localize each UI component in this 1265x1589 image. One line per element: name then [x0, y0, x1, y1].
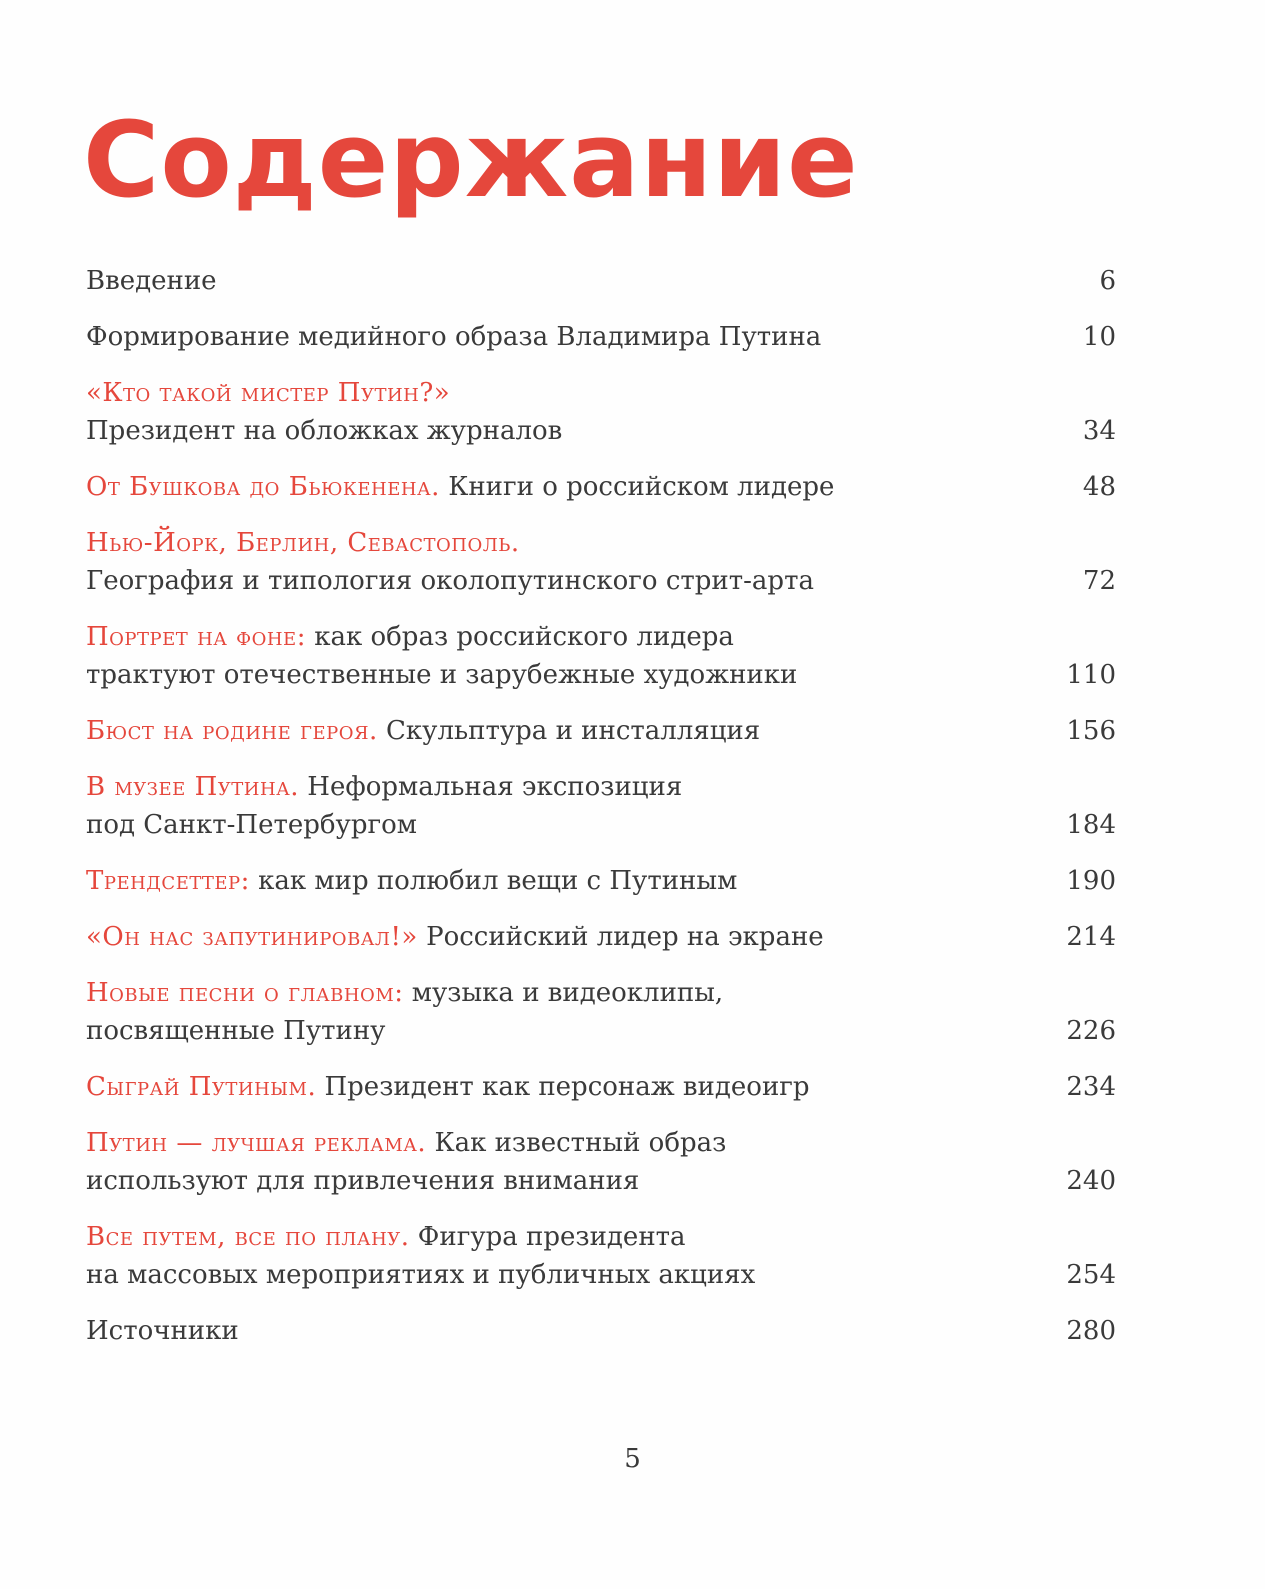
chapter-heading: Трендсеттер:	[86, 866, 250, 896]
toc-entry	[86, 1124, 1126, 1200]
chapter-subtitle: Президент на обложках журналов	[86, 416, 563, 446]
toc-entry-line	[86, 1162, 1026, 1200]
toc-page-number: 72	[1082, 566, 1116, 596]
toc-page-number: 156	[1066, 716, 1116, 746]
toc-entry-line	[86, 1312, 1026, 1350]
toc-page-number: 48	[1082, 472, 1116, 502]
toc-page-number: 254	[1066, 1260, 1116, 1290]
toc-entry	[86, 618, 1126, 694]
chapter-heading: «Он нас запутинировал!»	[86, 922, 418, 952]
chapter-subtitle: Президент как персонаж видеоигр	[316, 1072, 810, 1102]
toc-entry-line	[86, 768, 1026, 806]
chapter-subtitle: Неформальная экспозиция	[299, 772, 683, 802]
toc-entry-line	[86, 524, 1026, 562]
toc-entry	[86, 1312, 1126, 1350]
toc-entry-line	[86, 1012, 1026, 1050]
chapter-subtitle: Книги о российском лидере	[439, 472, 835, 502]
chapter-heading: Путин — лучшая реклама.	[86, 1128, 427, 1158]
toc-entry	[86, 918, 1126, 956]
toc-entry	[86, 262, 1126, 300]
toc-page-number: 240	[1066, 1166, 1116, 1196]
chapter-subtitle: посвященные Путину	[86, 1016, 386, 1046]
chapter-heading: Бюст на родине героя.	[86, 716, 378, 746]
toc-entry	[86, 768, 1126, 844]
chapter-subtitle: музыка и видеоклипы,	[403, 978, 724, 1008]
toc-entry-line	[86, 562, 1026, 600]
toc-page-number: 190	[1066, 866, 1116, 896]
toc-page-number: 226	[1066, 1016, 1116, 1046]
toc-entry	[86, 862, 1126, 900]
toc-entry	[86, 468, 1126, 506]
chapter-heading: Сыграй Путиным.	[86, 1072, 317, 1102]
page-number: 5	[624, 1444, 641, 1474]
chapter-subtitle: Как известный образ	[426, 1128, 727, 1158]
table-of-contents	[86, 262, 1126, 1368]
toc-entry	[86, 524, 1126, 600]
toc-entry-line	[86, 1068, 1026, 1106]
chapter-heading: «Кто такой мистер Путин?»	[86, 378, 451, 408]
toc-entry-line	[86, 412, 1026, 450]
toc-entry-line	[86, 712, 1026, 750]
chapter-subtitle: используют для привлечения внимания	[86, 1166, 640, 1196]
chapter-heading: Все путем, все по плану.	[86, 1222, 410, 1252]
toc-entry-line	[86, 918, 1026, 956]
chapter-subtitle: Формирование медийного образа Владимира Путина	[86, 322, 822, 352]
toc-entry-line	[86, 1218, 1026, 1256]
toc-entry-line	[86, 318, 1026, 356]
chapter-subtitle: трактуют отечественные и зарубежные художники	[86, 660, 798, 690]
toc-entry-line	[86, 1256, 1026, 1294]
toc-entry-line	[86, 618, 1026, 656]
chapter-subtitle: как мир полюбил вещи с Путиным	[249, 866, 738, 896]
chapter-subtitle: под Санкт-Петербургом	[86, 810, 417, 840]
toc-page-number: 184	[1066, 810, 1116, 840]
toc-page-number: 234	[1066, 1072, 1116, 1102]
toc-page-number: 214	[1066, 922, 1116, 952]
chapter-heading: От Бушкова до Бьюкенена.	[86, 472, 440, 502]
toc-page-number: 6	[1099, 266, 1116, 296]
toc-entry-line	[86, 974, 1026, 1012]
chapter-heading: В музее Путина.	[86, 772, 300, 802]
page-title: Содержание	[83, 99, 859, 221]
toc-entry-line	[86, 1124, 1026, 1162]
toc-entry	[86, 1068, 1126, 1106]
toc-entry	[86, 974, 1126, 1050]
chapter-heading: Нью-Йорк, Берлин, Севастополь.	[86, 528, 520, 558]
toc-entry	[86, 318, 1126, 356]
chapter-subtitle: Введение	[86, 266, 217, 296]
toc-entry	[86, 1218, 1126, 1294]
chapter-subtitle: как образ российского лидера	[305, 622, 734, 652]
toc-page-number: 280	[1066, 1316, 1116, 1346]
chapter-subtitle: Источники	[86, 1316, 239, 1346]
toc-page-number: 34	[1082, 416, 1116, 446]
toc-page-number: 10	[1082, 322, 1116, 352]
chapter-heading: Портрет на фоне:	[86, 622, 306, 652]
chapter-subtitle: Российский лидер на экране	[417, 922, 824, 952]
toc-entry	[86, 374, 1126, 450]
toc-page-number: 110	[1066, 660, 1116, 690]
chapter-subtitle: Скульптура и инсталляция	[377, 716, 761, 746]
toc-entry-line	[86, 374, 1026, 412]
toc-entry-line	[86, 468, 1026, 506]
toc-entry	[86, 712, 1126, 750]
chapter-subtitle: на массовых мероприятиях и публичных акциях	[86, 1260, 756, 1290]
chapter-subtitle: Фигура президента	[409, 1222, 686, 1252]
toc-entry-line	[86, 806, 1026, 844]
chapter-subtitle: География и типология околопутинского стрит-арта	[86, 566, 814, 596]
toc-entry-line	[86, 262, 1026, 300]
toc-entry-line	[86, 862, 1026, 900]
chapter-heading: Новые песни о главном:	[86, 978, 404, 1008]
toc-entry-line	[86, 656, 1026, 694]
